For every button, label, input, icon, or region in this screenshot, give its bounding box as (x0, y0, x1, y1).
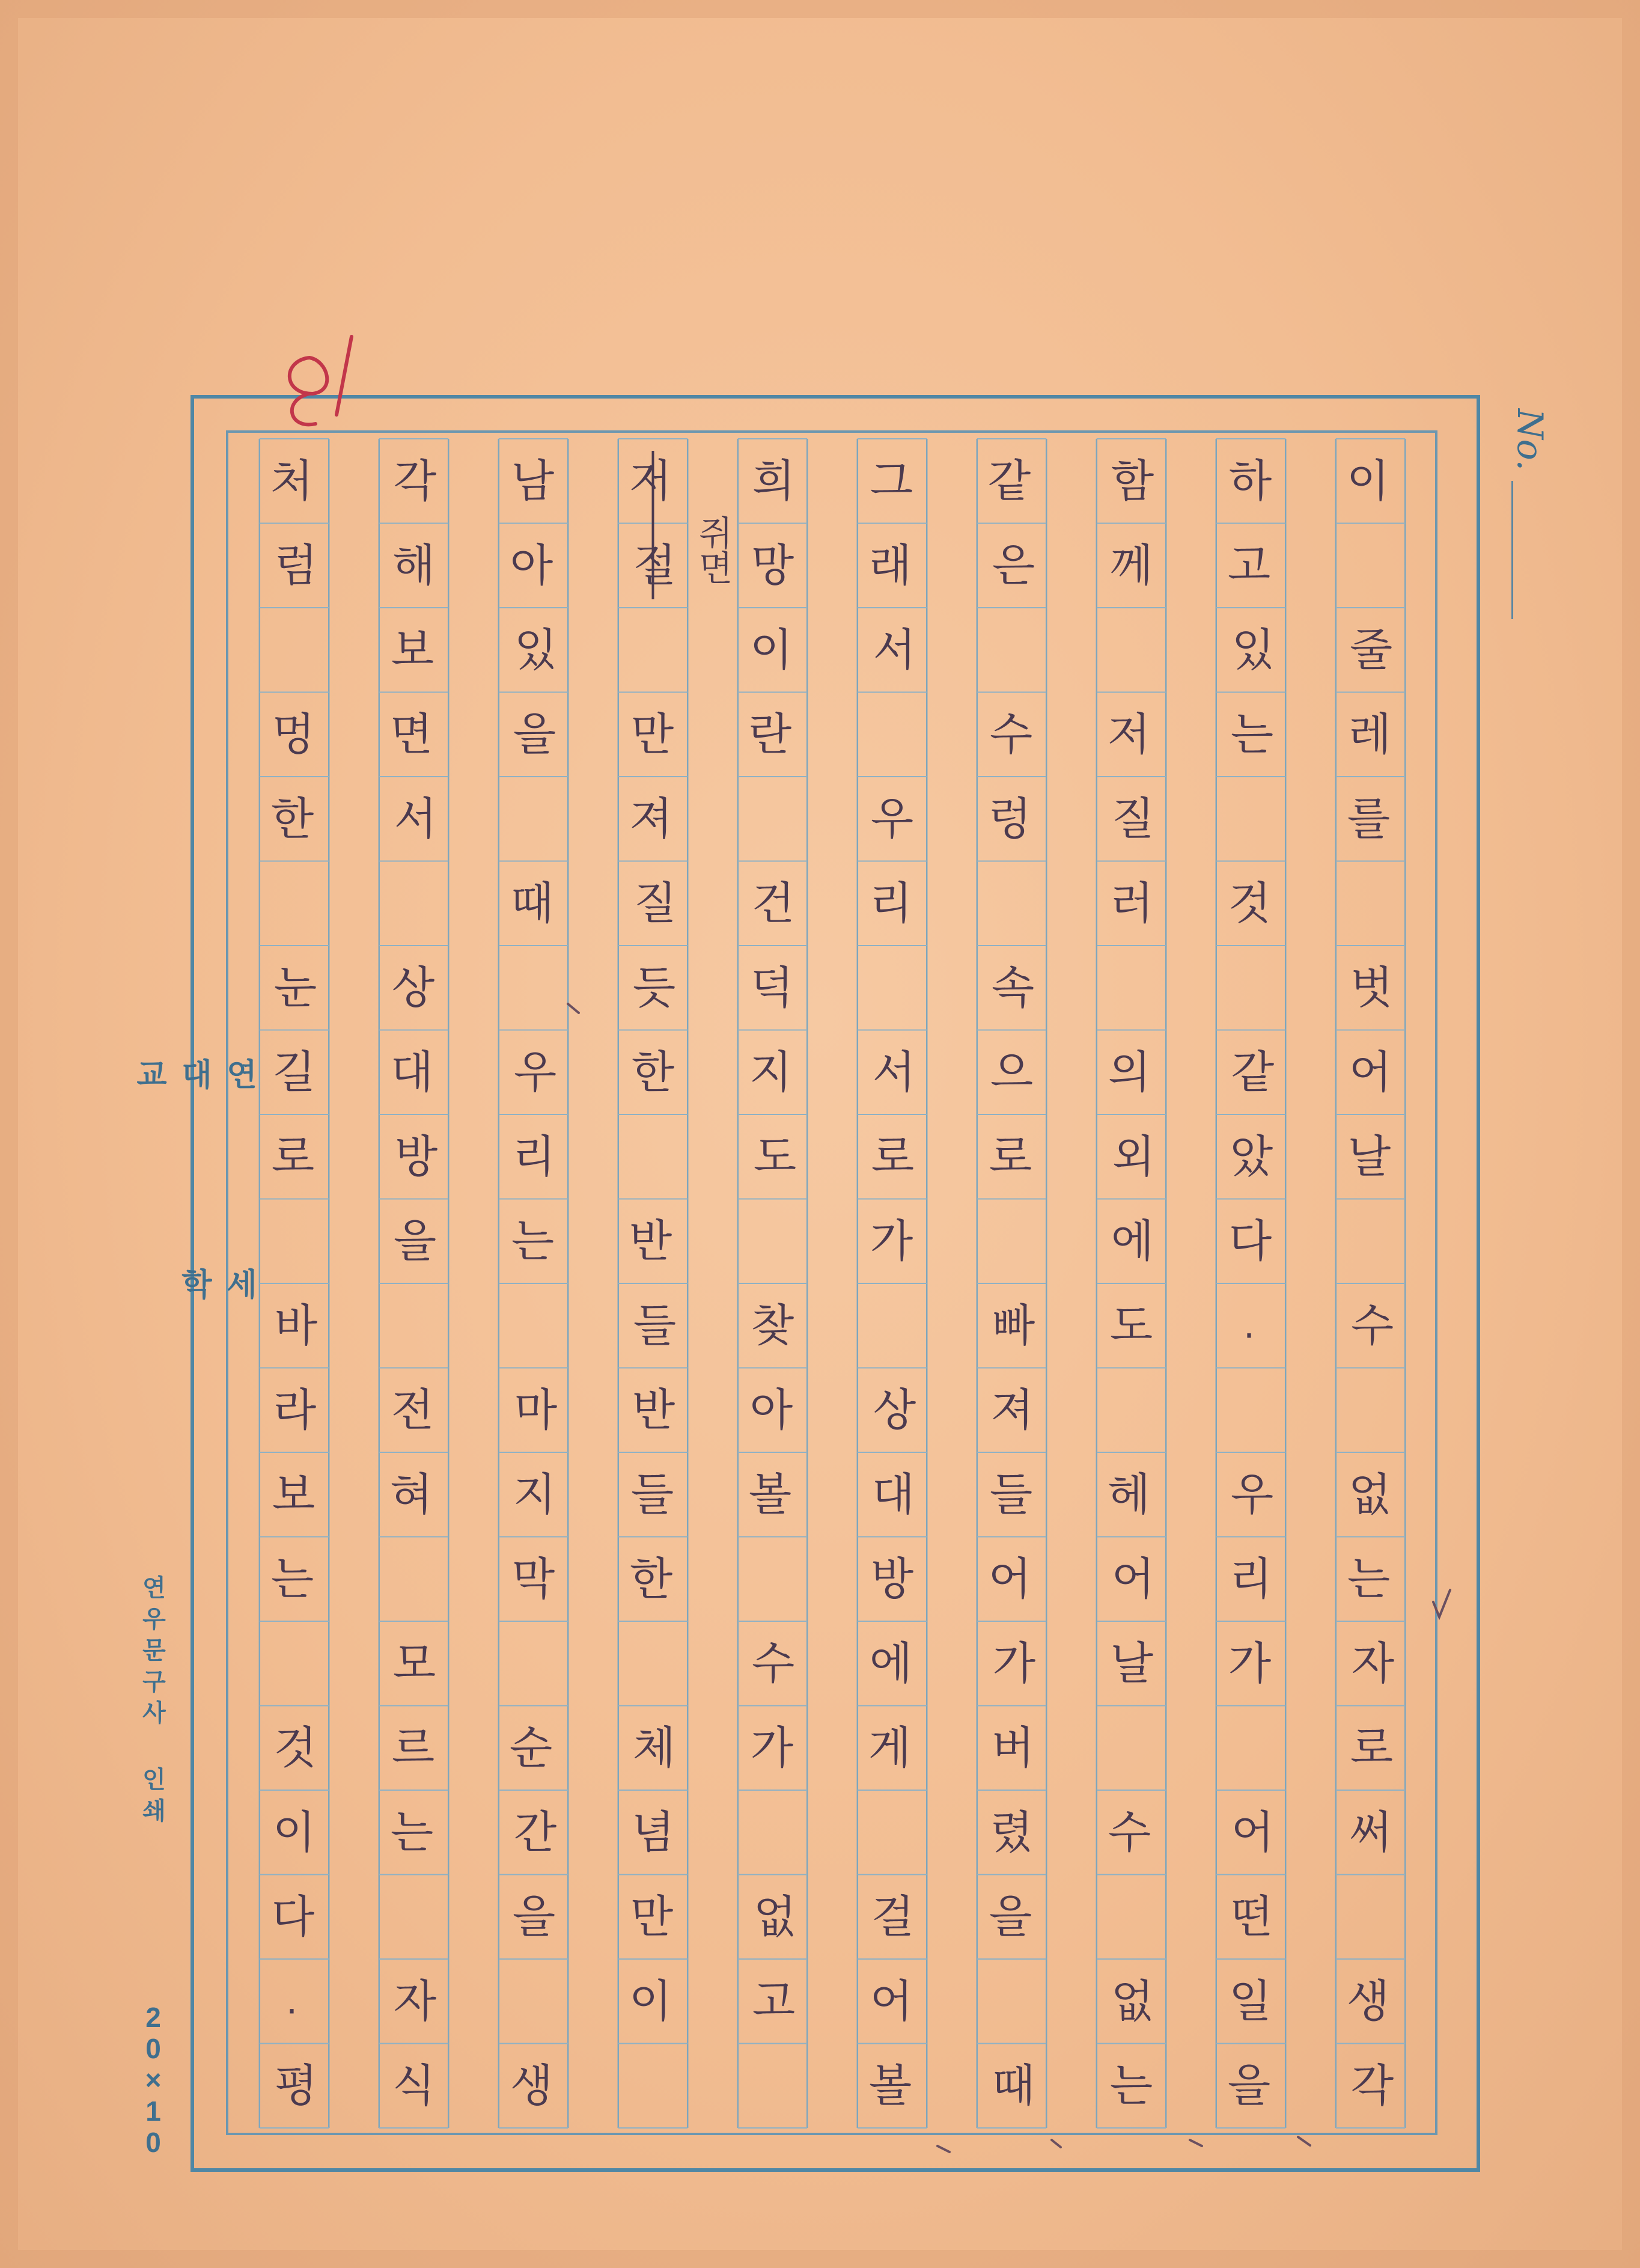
handwritten-char: 날 (1347, 1131, 1391, 1183)
handwritten-char: 이 (1346, 455, 1390, 507)
handwritten-char: 아 (510, 539, 553, 591)
handwritten-char: 줄 (1349, 624, 1393, 676)
handwritten-char: 있 (514, 624, 558, 676)
handwritten-char: 라 (273, 1384, 317, 1436)
handwritten-char: 평 (274, 2059, 318, 2112)
handwritten-char: 걸 (871, 1891, 915, 1943)
handwritten-char: 같 (987, 455, 1031, 507)
handwritten-char: 대 (390, 1046, 434, 1098)
handwritten-char: 처 (270, 455, 314, 507)
handwritten-char: 때 (992, 2059, 1035, 2112)
handwritten-char: 의 (1108, 1046, 1151, 1098)
university-name: 연 세 대 학 교 (130, 1058, 257, 1370)
handwritten-char: 만 (630, 1891, 674, 1943)
handwritten-char: 질 (1111, 793, 1155, 845)
handwritten-char: 체 (632, 1722, 676, 1774)
handwritten-char: 도 (753, 1131, 797, 1183)
handwritten-char: 들 (633, 1300, 677, 1352)
handwritten-char: 는 (1230, 708, 1274, 760)
handwritten-char: 어 (1111, 1553, 1155, 1605)
handwritten-char: 지 (749, 1046, 793, 1098)
handwritten-char: 같 (1231, 1046, 1275, 1098)
handwritten-char: 멍 (272, 708, 316, 760)
handwritten-char: 있 (1231, 624, 1275, 676)
handwritten-char: 간 (513, 1806, 557, 1859)
handwritten-char: 바 (274, 1300, 318, 1352)
handwritten-char: 방 (870, 1553, 914, 1605)
handwritten-char: 상 (391, 962, 435, 1014)
handwritten-char: 서 (872, 1046, 916, 1098)
handwritten-char: 한 (631, 1046, 675, 1098)
handwritten-char: 저 (629, 455, 672, 507)
handwritten-char: 상 (873, 1384, 916, 1436)
handwritten-char: 를 (1347, 793, 1391, 845)
handwritten-char: 고 (1227, 539, 1271, 591)
handwritten-char: 도 (1109, 1300, 1153, 1352)
handwritten-char: 보 (391, 624, 434, 676)
handwritten-char: 께 (1109, 539, 1153, 591)
handwritten-char: 생 (1346, 1975, 1390, 2028)
handwritten-char: 리 (512, 1131, 556, 1183)
handwritten-char: 없 (1111, 1975, 1154, 2028)
handwritten-char: 을 (989, 1891, 1032, 1943)
page-mark (290, 337, 352, 424)
handwritten-char: 길 (272, 1046, 316, 1098)
handwritten-char: 어 (988, 1553, 1032, 1605)
handwritten-char: 혀 (389, 1469, 433, 1521)
handwritten-char: 없 (1348, 1469, 1392, 1521)
handwritten-char: 순 (509, 1722, 553, 1774)
sheet-size-label: 20×10 (138, 2002, 169, 2158)
handwritten-char: 방 (394, 1131, 438, 1183)
handwritten-char: 마 (514, 1384, 558, 1436)
handwritten-char: 르 (391, 1722, 435, 1774)
handwritten-char: 절 (633, 539, 677, 591)
handwritten-char: 이 (272, 1806, 316, 1859)
handwritten-char: 이 (749, 624, 793, 676)
handwritten-char: 로 (1350, 1722, 1394, 1774)
handwritten-char: 날 (1110, 1637, 1154, 1690)
handwritten-char: 을 (513, 708, 556, 760)
handwritten-char: 어 (870, 1975, 913, 2028)
handwritten-char: 으 (990, 1046, 1034, 1098)
handwritten-char: 았 (1230, 1131, 1273, 1183)
handwritten-char: 는 (390, 1806, 434, 1859)
handwritten-char: 렁 (988, 793, 1032, 845)
handwritten-char: 빠 (992, 1300, 1035, 1352)
handwritten-char: 져 (990, 1384, 1034, 1436)
handwritten-char: 외 (1112, 1131, 1156, 1183)
handwritten-char: 가 (750, 1722, 794, 1774)
handwritten-char: 우 (870, 793, 914, 845)
handwritten-char: 각 (1350, 2059, 1394, 2112)
handwritten-char: 고 (752, 1975, 796, 2028)
handwritten-char: 만 (630, 708, 674, 760)
handwritten-char: 하 (1228, 455, 1272, 507)
handwritten-char: 헤 (1107, 1469, 1151, 1521)
handwritten-char: 막 (511, 1553, 555, 1605)
handwritten-char: 념 (631, 1806, 675, 1859)
handwritten-char: 는 (270, 1553, 314, 1605)
handwritten-char: 는 (1109, 2059, 1153, 2112)
handwritten-char: 다 (1228, 1215, 1272, 1267)
handwritten-char: 전 (391, 1384, 434, 1436)
handwritten-char: 어 (1231, 1806, 1275, 1859)
handwritten-char: 수 (1108, 1806, 1151, 1859)
handwritten-char: 래 (868, 539, 912, 591)
handwritten-char: 는 (511, 1215, 555, 1267)
handwritten-char: 리 (869, 877, 913, 929)
handwritten-char: 은 (992, 539, 1035, 591)
page-number-label: No. (1510, 409, 1550, 471)
handwritten-char: 볼 (868, 2059, 912, 2112)
handwriting (270, 451, 1395, 2112)
handwritten-char: 럼 (274, 539, 318, 591)
handwritten-char: 서 (394, 793, 437, 845)
handwritten-char: 속 (991, 962, 1035, 1014)
handwritten-char: 자 (393, 1975, 437, 2028)
handwritten-char: 떤 (1230, 1891, 1273, 1943)
handwritten-char: 게 (868, 1722, 912, 1774)
handwritten-char: 로 (989, 1131, 1032, 1183)
handwritten-char: 벗 (1350, 962, 1394, 1014)
handwritten-char: 는 (1347, 1553, 1391, 1605)
handwritten-char: 각 (393, 455, 437, 507)
handwritten-char: 우 (513, 1046, 557, 1098)
handwritten-char: 로 (871, 1131, 915, 1183)
handwritten-char: 함 (1111, 455, 1154, 507)
handwritten-char: 렸 (990, 1806, 1034, 1859)
handwritten-char: . (285, 1980, 298, 2023)
handwritten-char: 수 (1350, 1300, 1394, 1352)
handwritten-char: 듯 (632, 962, 676, 1014)
handwritten-char: 버 (991, 1722, 1035, 1774)
handwritten-char: 희 (752, 455, 796, 507)
handwritten-char: 볼 (748, 1469, 792, 1521)
handwritten-char: 가 (870, 1215, 913, 1267)
handwritten-char: 레 (1348, 708, 1392, 760)
handwritten-char: 찾 (751, 1300, 794, 1352)
handwritten-char: 모 (392, 1637, 436, 1690)
handwritten-char: 어 (1349, 1046, 1392, 1098)
handwritten-char: 란 (748, 708, 792, 760)
page-number-line (1511, 481, 1513, 619)
handwritten-char: 없 (753, 1891, 797, 1943)
handwritten-char: 로 (271, 1131, 315, 1183)
handwritten-char: 해 (392, 539, 436, 591)
handwritten-char: 때 (510, 877, 554, 929)
handwritten-char: 일 (1228, 1975, 1272, 2028)
grid (260, 439, 1405, 2128)
handwritten-char: 망 (751, 539, 794, 591)
handwritten-char: 것 (1228, 877, 1272, 929)
handwritten-char: 수 (989, 708, 1033, 760)
handwritten-char: 건 (751, 877, 795, 929)
handwritten-char: 덕 (750, 962, 794, 1014)
handwritten-char: 면 (389, 708, 433, 760)
handwritten-char: 리 (1229, 1553, 1273, 1605)
handwritten-char: 에 (1111, 1215, 1154, 1267)
handwritten-char: 한 (629, 1553, 673, 1605)
handwritten-char: 대 (871, 1469, 915, 1521)
handwritten-char: 그 (870, 455, 913, 507)
handwritten-char: 러 (1110, 877, 1154, 929)
handwritten-char: 들 (630, 1469, 674, 1521)
handwritten-char: 져 (629, 793, 673, 845)
handwritten-char: 서 (873, 624, 916, 676)
handwritten-char: 아 (749, 1384, 793, 1436)
handwritten-char: 이 (629, 1975, 672, 2028)
handwritten-char: . (1243, 1304, 1255, 1347)
handwritten-char: 눈 (273, 962, 317, 1014)
handwritten-char: 반 (629, 1215, 672, 1267)
handwritten-char: 다 (271, 1891, 315, 1943)
handwritten-char: 을 (1227, 2059, 1271, 2112)
handwritten-char: 반 (632, 1384, 675, 1436)
handwritten-char: 을 (393, 1215, 437, 1267)
handwritten-char: 남 (511, 455, 555, 507)
handwritten-char: 수 (751, 1637, 795, 1690)
handwritten-char: 한 (270, 793, 314, 845)
handwritten-char: 저 (1107, 708, 1151, 760)
handwritten-char: 에 (869, 1637, 913, 1690)
handwritten-char: 식 (392, 2059, 436, 2112)
handwritten-char: 가 (1228, 1637, 1272, 1690)
handwritten-char: 질 (633, 877, 677, 929)
handwritten-char: 생 (510, 2059, 553, 2112)
handwritten-char: 지 (513, 1469, 556, 1521)
handwritten-char: 것 (273, 1722, 317, 1774)
handwritten-char: 가 (992, 1637, 1036, 1690)
handwritten-char: 들 (989, 1469, 1033, 1521)
handwritten-char: 써 (1349, 1806, 1392, 1859)
printer-imprint: 연우문구사 인쇄 (138, 1575, 166, 1829)
handwritten-char: 우 (1230, 1469, 1274, 1521)
handwritten-char: 보 (272, 1469, 316, 1521)
correction-note: 쥐면 (692, 515, 733, 585)
handwritten-char: 을 (512, 1891, 556, 1943)
handwritten-char: 자 (1351, 1637, 1395, 1690)
